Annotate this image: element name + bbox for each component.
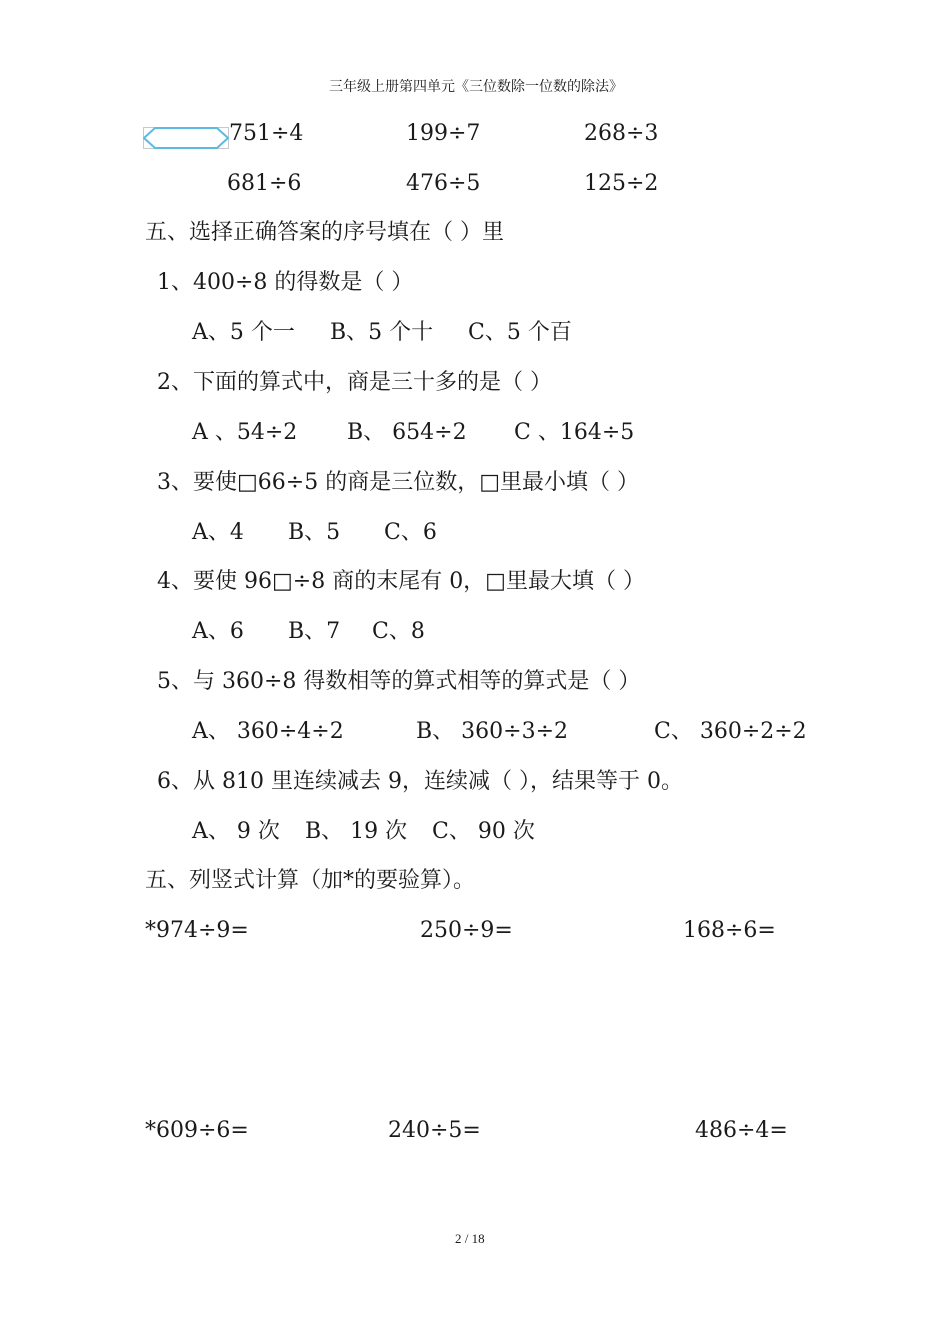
calc-240-div-5: 240÷5= bbox=[388, 1118, 481, 1143]
calc-609-div-6: *609÷6= bbox=[145, 1118, 249, 1143]
question-1: 1、400÷8 的得数是（ ） bbox=[157, 270, 414, 295]
expr-125-div-2: 125÷2 bbox=[584, 171, 659, 196]
expr-476-div-5: 476÷5 bbox=[406, 171, 481, 196]
q2-option-b: B、 654÷2 bbox=[347, 420, 467, 445]
expr-199-div-7: 199÷7 bbox=[406, 121, 481, 146]
calc-168-div-6: 168÷6= bbox=[683, 918, 776, 943]
q2-option-c: C 、164÷5 bbox=[514, 420, 635, 445]
question-4: 4、要使 96□÷8 商的末尾有 0，□里最大填（ ） bbox=[157, 569, 645, 594]
page-header: 三年级上册第四单元《三位数除一位数的除法》 bbox=[329, 79, 623, 95]
q1-option-c: C、5 个百 bbox=[468, 320, 572, 345]
expr-751-div-4: 751÷4 bbox=[229, 121, 304, 146]
q6-option-b: B、 19 次 bbox=[305, 819, 408, 844]
question-6: 6、从 810 里连续减去 9，连续减（ ），结果等于 0。 bbox=[157, 769, 683, 794]
q3-option-a: A、4 bbox=[192, 520, 244, 545]
q2-option-a: A 、54÷2 bbox=[192, 420, 298, 445]
hexagon-shape-icon[interactable] bbox=[143, 127, 229, 149]
question-3: 3、要使□66÷5 的商是三位数，□里最小填（ ） bbox=[157, 470, 639, 495]
q3-option-c: C、6 bbox=[384, 520, 437, 545]
q5-option-b: B、 360÷3÷2 bbox=[416, 719, 569, 744]
q1-option-a: A、5 个一 bbox=[192, 320, 295, 345]
calc-250-div-9: 250÷9= bbox=[420, 918, 513, 943]
q1-option-b: B、5 个十 bbox=[330, 320, 434, 345]
q3-option-b: B、5 bbox=[288, 520, 341, 545]
q6-option-c: C、 90 次 bbox=[432, 819, 535, 844]
calc-974-div-9: *974÷9= bbox=[145, 918, 249, 943]
page-number: 2 / 18 bbox=[455, 1231, 485, 1246]
q4-option-c: C、8 bbox=[372, 619, 425, 644]
q5-option-c: C、 360÷2÷2 bbox=[654, 719, 807, 744]
calc-486-div-4: 486÷4= bbox=[695, 1118, 788, 1143]
expr-681-div-6: 681÷6 bbox=[227, 171, 302, 196]
q4-option-b: B、7 bbox=[288, 619, 341, 644]
expr-268-div-3: 268÷3 bbox=[584, 121, 659, 146]
question-5: 5、与 360÷8 得数相等的算式相等的算式是（ ） bbox=[157, 669, 641, 694]
q5-option-a: A、 360÷4÷2 bbox=[192, 719, 344, 744]
section-vertical-calc-title: 五、列竖式计算（加*的要验算）。 bbox=[145, 868, 476, 893]
q4-option-a: A、6 bbox=[192, 619, 244, 644]
q6-option-a: A、 9 次 bbox=[192, 819, 280, 844]
section-choice-title: 五、选择正确答案的序号填在（ ）里 bbox=[145, 220, 504, 245]
question-2: 2、下面的算式中，商是三十多的是（ ） bbox=[157, 370, 552, 395]
